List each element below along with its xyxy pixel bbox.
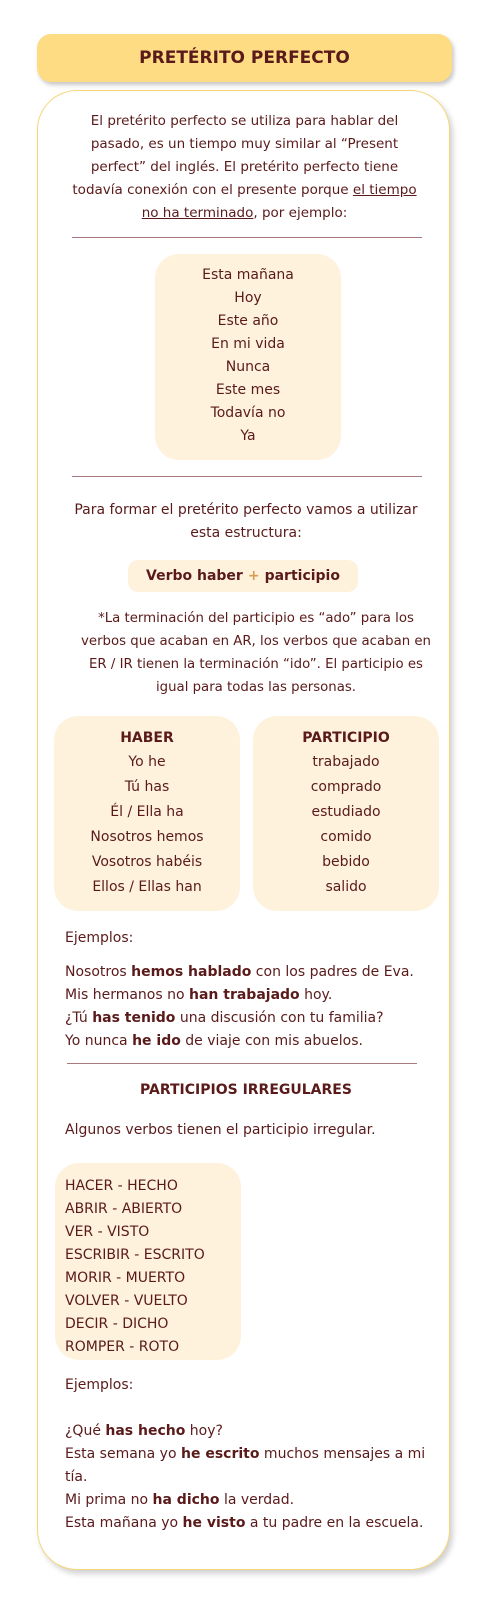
list-item: Vosotros habéis [91, 854, 203, 870]
list-item: Yo he [128, 754, 166, 770]
plus-sign: + [247, 568, 260, 584]
example-line: ¿Qué has hecho hoy? [65, 1423, 223, 1439]
list-item: comido [320, 829, 372, 845]
title-bar [37, 34, 452, 82]
list-item: Todavía no [210, 405, 286, 421]
column-header: PARTICIPIO [302, 730, 390, 746]
divider [67, 1063, 417, 1064]
list-item: Ellos / Ellas han [92, 879, 202, 895]
list-item: Ya [240, 428, 256, 444]
intro-text-after: , por ejemplo: [253, 205, 348, 221]
participio-box [253, 716, 439, 911]
divider [72, 476, 422, 477]
example-line: Mis hermanos no han trabajado hoy. [65, 987, 333, 1003]
intro-underlined: el tiempo no ha terminado [141, 182, 417, 221]
list-item: Él / Ella ha [110, 804, 184, 820]
irregular-title: PARTICIPIOS IRREGULARES [140, 1082, 352, 1098]
formula-part: Verbo haber [146, 568, 243, 584]
intro-text: El pretérito perfecto se utiliza para hablar del pasado, es un tiempo muy similar al “Present perfect” del inglés. El pretérito perfecto tiene todavía conexión con el presente porque [72, 113, 399, 198]
example-line: Nosotros hemos hablado con los padres de Eva. [65, 964, 414, 980]
example-line: Mi prima no ha dicho la verdad. [65, 1492, 295, 1508]
list-item: MORIR - MUERTO [65, 1270, 186, 1286]
examples-label: Ejemplos: [65, 1377, 134, 1393]
list-item: ABRIR - ABIERTO [65, 1201, 183, 1217]
irregular-box [55, 1163, 241, 1360]
example-line: ¿Tú has tenido una discusión con tu familia? [65, 1010, 384, 1026]
divider [72, 237, 422, 238]
list-item: DECIR - DICHO [65, 1316, 169, 1332]
formula-part: participio [264, 568, 340, 584]
list-item: Tú has [124, 779, 170, 795]
column-header: HABER [120, 730, 174, 746]
list-item: En mi vida [211, 336, 285, 352]
list-item: trabajado [312, 754, 380, 770]
list-item: HACER - HECHO [65, 1178, 178, 1194]
list-item: Nosotros hemos [90, 829, 204, 845]
examples-label: Ejemplos: [65, 930, 134, 946]
list-item: ROMPER - ROTO [65, 1339, 180, 1355]
list-item: Este año [217, 313, 279, 329]
example-line: Esta semana yo he escrito muchos mensajes a mi tía. [65, 1446, 426, 1485]
list-item: Hoy [234, 290, 262, 306]
list-item: estudiado [311, 804, 381, 820]
list-item: Esta mañana [202, 267, 294, 283]
page-title: PRETÉRITO PERFECTO [139, 48, 350, 68]
irregular-intro: Algunos verbos tienen el participio irregular. [65, 1122, 376, 1138]
structure-intro: Para formar el pretérito perfecto vamos a utilizar esta estructura: [74, 502, 418, 541]
example-line: Yo nunca he ido de viaje con mis abuelos. [65, 1033, 363, 1049]
structure-formula [128, 560, 358, 592]
list-item: VER - VISTO [65, 1224, 150, 1240]
participle-note: *La terminación del participio es “ado” para los verbos que acaban en AR, los verbos que acaban en ER / IR tienen la terminación “ido”. El participio es igual para todas las personas. [81, 611, 431, 695]
list-item: Nunca [225, 359, 271, 375]
list-item: salido [325, 879, 367, 895]
examples-list [65, 1420, 435, 1535]
list-item: bebido [322, 854, 370, 870]
list-item: comprado [310, 779, 382, 795]
intro-paragraph [68, 110, 421, 225]
example-line: Esta mañana yo he visto a tu padre en la escuela. [65, 1515, 424, 1531]
list-item: VOLVER - VUELTO [65, 1293, 188, 1309]
examples-list [65, 961, 435, 1053]
list-item: Este mes [215, 382, 281, 398]
time-markers-box [155, 254, 341, 460]
haber-box [54, 716, 240, 911]
list-item: ESCRIBIR - ESCRITO [65, 1247, 205, 1263]
